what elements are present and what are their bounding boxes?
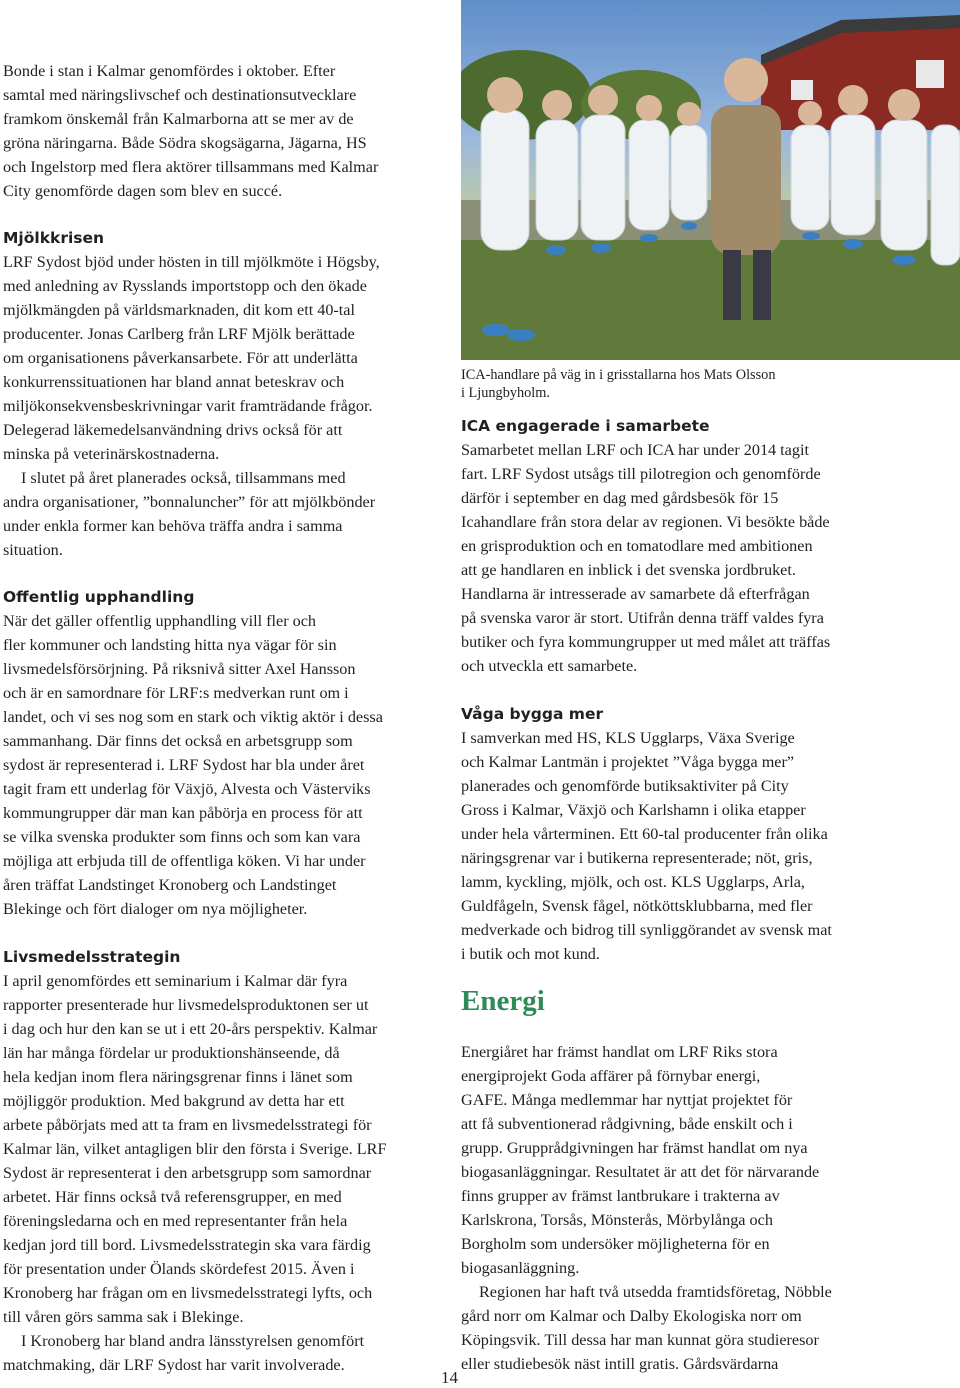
text-line: Kronoberg har frågan om en livsmedelsstrategi lyfts, och: [3, 1284, 373, 1302]
offentlig-section: [3, 585, 451, 921]
text-line: Guldfågeln, Svensk fågel, nötköttsklubbarna, med fler: [461, 897, 813, 915]
text-line: Regionen har haft två utsedda framtidsföretag, Nöbble: [479, 1283, 832, 1301]
text-line: tagit fram ett underlag för Växjö, Alvesta och Västerviks: [3, 780, 371, 798]
text-line: gård norr om Kalmar och Dalby Ekologiska norr om: [461, 1307, 802, 1325]
text-line: minska på veterinärskostnaderna.: [3, 445, 220, 463]
text-line: och är en samordnare för LRF:s medverkan runt om i: [3, 684, 349, 702]
mjolk-body: [3, 250, 451, 562]
text-line: biogasanläggning.: [461, 1259, 580, 1277]
text-line: Blekinge och fört dialoger om nya möjligheter.: [3, 900, 308, 918]
mjolk-section: [3, 226, 451, 562]
text-line: sydost är representerad i. LRF Sydost har bla under året: [3, 756, 365, 774]
text-line: i dag och hur den kan se ut i ett 20-års perspektiv. Kalmar: [3, 1020, 378, 1038]
text-line: I Kronoberg har bland andra länsstyrelsen genomfört: [21, 1332, 365, 1350]
text-line: åren träffat Landstinget Kronoberg och Landstinget: [3, 876, 337, 894]
text-line: möjliga att erbjuda till de offentliga köken. Vi har under: [3, 852, 366, 870]
text-line: livsmedelsförsörjning. På riksnivå sitter Axel Hansson: [3, 660, 356, 678]
text-line: och utveckla ett samarbete.: [461, 657, 638, 675]
ica-body: [461, 438, 960, 678]
text-line: Bonde i stan i Kalmar genomfördes i oktober. Efter: [3, 62, 336, 80]
text-line: matchmaking, där LRF Sydost har varit involverade.: [3, 1356, 345, 1374]
text-line: Gross i Kalmar, Växjö och Karlshamn i olika etapper: [461, 801, 806, 819]
text-line: gröna näringarna. Både Södra skogsägarna, Jägarna, HS: [3, 134, 367, 152]
text-line: Delegerad läkemedelsanvändning drivs också för att: [3, 421, 343, 439]
vaga-body: [461, 726, 960, 966]
text-line: kedjan jord till bord. Livsmedelsstrategin ska vara färdig: [3, 1236, 371, 1254]
text-line: I samverkan med HS, KLS Ugglarps, Växa Sverige: [461, 729, 795, 747]
text-line: arbetet. Här finns också två referensgrupper, en med: [3, 1188, 342, 1206]
text-line: i butik och mot kund.: [461, 945, 600, 963]
text-line: energiprojekt Goda affärer på förnybar energi,: [461, 1067, 761, 1085]
text-line: framkom önskemål från Kalmarborna att se mer av de: [3, 110, 354, 128]
text-line: lamm, kyckling, mjölk, och ost. KLS Ugglarps, Arla,: [461, 873, 805, 891]
ica-heading: ICA engagerade i samarbete: [461, 417, 710, 435]
text-line: grupp. Grupprådgivningen har främst handlat om nya: [461, 1139, 808, 1157]
text-line: producenter. Jonas Carlberg från LRF Mjölk berättade: [3, 325, 355, 343]
text-line: Karlskrona, Torsås, Mönsterås, Mörbylånga och: [461, 1211, 773, 1229]
text-line: Icahandlare från stora delar av regionen. Vi besökte både: [461, 513, 830, 531]
offentlig-heading: Offentlig upphandling: [3, 588, 195, 606]
text-line: om organisationens påverkansarbete. För att underlätta: [3, 349, 358, 367]
energi-heading: Energi: [461, 985, 545, 1017]
text-line: samtal med näringslivschef och destinationsutvecklare: [3, 86, 357, 104]
ica-photo: [461, 0, 960, 360]
text-line: Handlarna är intresserade av samarbete då efterfrågan: [461, 585, 810, 603]
text-line: Sydost är representerat i den arbetsgrupp som samordnar: [3, 1164, 372, 1182]
text-line: därför i september en dag med gårdsbesök för 15: [461, 489, 779, 507]
livs-heading: Livsmedelsstrategin: [3, 948, 181, 966]
text-line: och Kalmar Lantmän i projektet ”Våga bygga mer”: [461, 753, 795, 771]
text-line: Köpingsvik. Till dessa har man kunnat göra studieresor: [461, 1331, 819, 1349]
ica-section: [461, 414, 960, 678]
text-line: Borgholm som undersöker möjligheterna för en: [461, 1235, 770, 1253]
text-line: kommungrupper där man kan påbörja en process för att: [3, 804, 363, 822]
text-line: under enkla former kan behöva träffa andra i samma: [3, 517, 343, 535]
text-line: Energiåret har främst handlat om LRF Riks stora: [461, 1043, 778, 1061]
text-line: näringsgrenar var i butikerna representerade; nöt, gris,: [461, 849, 813, 867]
photo-caption: [461, 366, 960, 402]
text-line: möjliggör produktion. Med bakgrund av detta har ett: [3, 1092, 345, 1110]
text-line: I slutet på året planerades också, tillsammans med: [21, 469, 346, 487]
text-line: biogasanläggningar. Resultatet är att det för närvarande: [461, 1163, 820, 1181]
text-line: på svenska varor är stort. Utifrån denna träff valdes fyra: [461, 609, 824, 627]
text-line: se vilka svenska produkter som finns och som kan vara: [3, 828, 361, 846]
text-line: När det gäller offentlig upphandling vill fler och: [3, 612, 317, 630]
text-line: situation.: [3, 541, 63, 559]
photo-illustration: [461, 0, 960, 360]
text-line: att ge handlaren en inblick i det svenska jordbruket.: [461, 561, 796, 579]
text-line: en grisproduktion och en tomatodlare med ambitionen: [461, 537, 813, 555]
text-line: fler kommuner och landsting hitta nya vägar för sin: [3, 636, 337, 654]
page-number: 14: [441, 1368, 458, 1387]
energi-section: [461, 984, 960, 1376]
livs-section: [3, 945, 451, 1377]
text-line: fart. LRF Sydost utsågs till pilotregion och genomförde: [461, 465, 821, 483]
text-line: föreningsledarna och en med representanter från hela: [3, 1212, 348, 1230]
mjolk-heading: Mjölkkrisen: [3, 229, 105, 247]
energi-body: [461, 1040, 960, 1376]
text-line: arbete påbörjats med att ta fram en livsmedelsstrategi för: [3, 1116, 372, 1134]
text-line: Kalmar län, vilket antagligen blir den första i Sverige. LRF: [3, 1140, 387, 1158]
text-line: LRF Sydost bjöd under hösten in till mjölkmöte i Högsby,: [3, 253, 380, 271]
text-line: eller studiebesök näst intill gratis. Gårdsvärdarna: [461, 1355, 779, 1373]
vaga-heading: Våga bygga mer: [461, 705, 604, 723]
text-line: andra organisationer, ”bonnaluncher” för att mjölkbönder: [3, 493, 376, 511]
text-line: för presentation under Ölands skördefest 2015. Även i: [3, 1260, 355, 1278]
text-line: att få subventionerad rådgivning, både enskilt och i: [461, 1115, 793, 1133]
text-line: hela kedjan inom flera näringsgrenar finns i länet som: [3, 1068, 353, 1086]
text-line: med anledning av Rysslands importstopp och den ökade: [3, 277, 367, 295]
text-line: ICA-handlare på väg in i grisstallarna hos Mats Olsson: [461, 367, 776, 383]
text-line: planerades och genomförde butiksaktiviter på City: [461, 777, 789, 795]
text-line: län har många fördelar ur produktionshänseende, då: [3, 1044, 340, 1062]
text-line: medverkade och bidrog till synliggörandet av svensk mat: [461, 921, 832, 939]
text-line: City genomförde dagen som blev en succé.: [3, 182, 283, 200]
text-line: Samarbetet mellan LRF och ICA har under 2014 tagit: [461, 441, 809, 459]
text-line: rapporter presenterade hur livsmedelsproduktonen ser ut: [3, 996, 369, 1014]
text-line: mjölkmängden på världsmarknaden, dit kom ett 40-tal: [3, 301, 355, 319]
intro-section: [3, 59, 451, 203]
text-line: GAFE. Många medlemmar har nyttjat projektet för: [461, 1091, 793, 1109]
text-line: sammanhang. Där finns det också en arbetsgrupp som: [3, 732, 353, 750]
text-line: butiker och fyra kommungrupper ut med målet att träffas: [461, 633, 831, 651]
text-line: finns grupper av främst lantbrukare i trakterna av: [461, 1187, 780, 1205]
text-line: i Ljungbyholm.: [461, 385, 550, 401]
text-line: till våren görs samma sak i Blekinge.: [3, 1308, 244, 1326]
text-line: och Ingelstorp med flera aktörer tillsammans med Kalmar: [3, 158, 379, 176]
text-line: miljökonsekvensbeskrivningar varit framträdande frågor.: [3, 397, 373, 415]
offentlig-body: [3, 609, 451, 921]
text-line: under hela vårterminen. Ett 60-tal producenter från olika: [461, 825, 828, 843]
vaga-section: [461, 702, 960, 966]
livs-body: [3, 969, 451, 1377]
text-line: I april genomfördes ett seminarium i Kalmar där fyra: [3, 972, 348, 990]
text-line: landet, och vi ses nog som en stark och viktig aktör i dessa: [3, 708, 383, 726]
text-line: konkurrenssituationen har bland annat beteskrav och: [3, 373, 345, 391]
